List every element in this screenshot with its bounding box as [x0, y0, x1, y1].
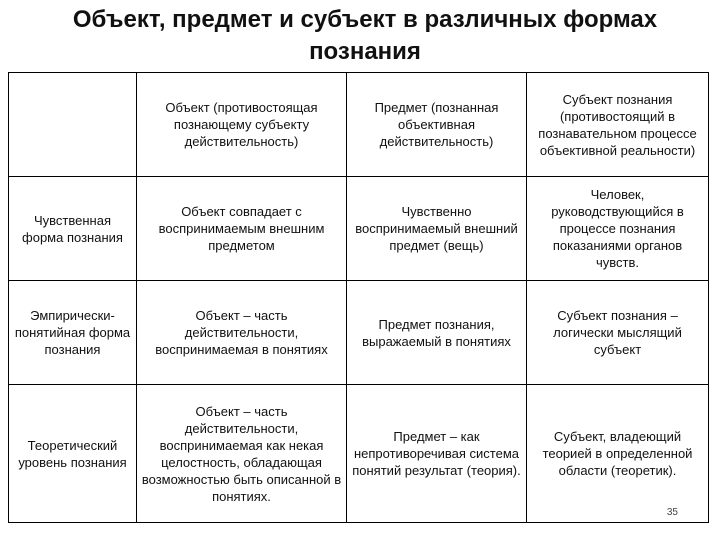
row-subject-matter-cell: Чувственно воспринимаемый внешний предмет (вещь) [347, 177, 527, 281]
row-subject-matter-cell: Предмет познания, выражаемый в понятиях [347, 281, 527, 385]
page-number: 35 [666, 507, 678, 518]
table-row [9, 281, 709, 385]
row-object-cell: Объект – часть действительности, воспринимаемая в понятиях [137, 281, 347, 385]
row-subject-matter-cell: Предмет – как непротиворечивая система понятий результат (теория). [347, 385, 527, 523]
table-row [9, 385, 709, 523]
row-subject-cell: Человек, руководствующийся в процессе познания показаниями органов чувств. [527, 177, 709, 281]
row-form-label: Чувственная форма познания [9, 177, 137, 281]
row-subject-cell: Субъект, владеющий теорией в определенной области (теоретик). [527, 385, 709, 523]
slide-title: Объект, предмет и субъект в различных формах познания [72, 6, 658, 65]
row-form-label: Теоретический уровень познания [9, 385, 137, 523]
table-row [9, 177, 709, 281]
header-subject: Субъект познания (противостоящий в познавательном процессе объективной реальности) [527, 73, 709, 177]
header-subject-matter: Предмет (познанная объективная действительность) [347, 73, 527, 177]
row-object-cell: Объект совпадает с воспринимаемым внешним предметом [137, 177, 347, 281]
row-object-cell: Объект – часть действительности, воспринимаемая как некая целостность, обладающая возможностью быть описанной в понятиях. [137, 385, 347, 523]
header-object: Объект (противостоящая познающему субъекту действительность) [137, 73, 347, 177]
row-form-label: Эмпирически-понятийная форма познания [9, 281, 137, 385]
row-subject-cell: Субъект познания – логически мыслящий субъект [527, 281, 709, 385]
header-corner-cell [9, 73, 137, 177]
table-header-row [9, 73, 709, 177]
comparison-table [8, 72, 709, 523]
